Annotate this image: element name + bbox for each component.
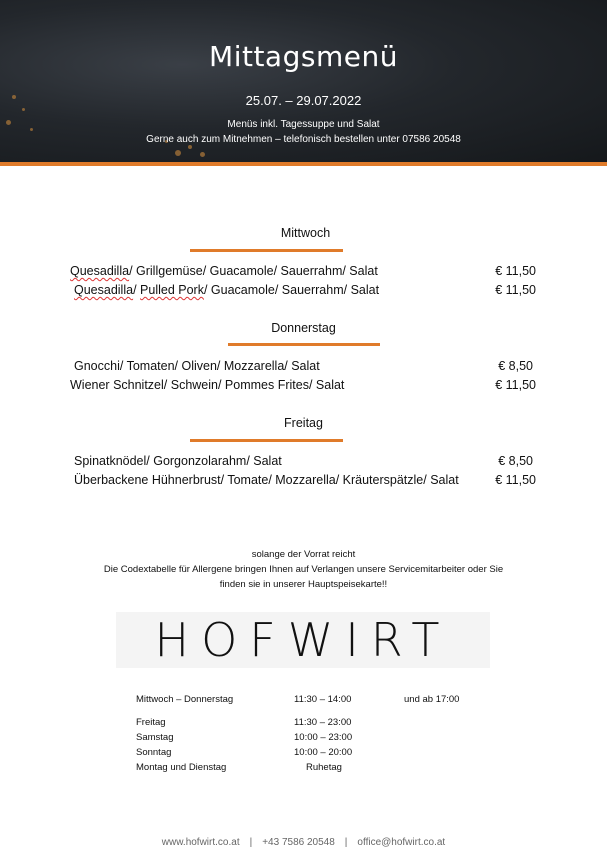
page-title: Mittagsmenü bbox=[209, 40, 398, 73]
hours-day: Samstag bbox=[136, 732, 174, 743]
date-range: 25.07. – 29.07.2022 bbox=[245, 93, 362, 108]
decor-speck bbox=[22, 108, 25, 111]
dish-item: Quesadilla/ Pulled Pork/ Guacamole/ Sauerrahm/ Salat bbox=[74, 283, 380, 297]
hours-day: Montag und Dienstag bbox=[136, 762, 227, 773]
day-divider bbox=[190, 439, 343, 442]
decor-speck bbox=[175, 150, 181, 156]
hours-extra: und ab 17:00 bbox=[404, 694, 460, 705]
subtitle-line: Gerne auch zum Mitnehmen – telefonisch bestellen unter 07586 20548 bbox=[146, 134, 461, 145]
decor-speck bbox=[188, 145, 192, 149]
hours-time: 11:30 – 23:00 bbox=[294, 717, 352, 728]
dish-price: € 11,50 bbox=[495, 473, 536, 487]
day-heading: Mittwoch bbox=[280, 226, 331, 240]
day-divider bbox=[190, 249, 343, 252]
dish-price: € 8,50 bbox=[498, 359, 533, 373]
hofwirt-logo: HOFWIRT bbox=[116, 612, 490, 668]
day-heading: Donnerstag bbox=[271, 321, 336, 335]
dish-item: Spinatknödel/ Gorgonzolarahm/ Salat bbox=[74, 454, 282, 468]
dish-item: Wiener Schnitzel/ Schwein/ Pommes Frites/ Salat bbox=[70, 378, 345, 392]
allergen-note: finden sie in unserer Hauptspeisekarte!! bbox=[219, 579, 388, 590]
decor-speck bbox=[200, 152, 205, 157]
hours-time: 10:00 – 20:00 bbox=[294, 747, 353, 758]
hours-time: 10:00 – 23:00 bbox=[294, 732, 353, 743]
hours-time: 11:30 – 14:00 bbox=[294, 694, 352, 705]
footer-contact: www.hofwirt.co.at | +43 7586 20548 | office@hofwirt.co.at bbox=[161, 837, 446, 848]
header-banner bbox=[0, 0, 607, 162]
dish-price: € 11,50 bbox=[495, 378, 536, 392]
allergen-note: Die Codextabelle für Allergene bringen Ihnen auf Verlangen unsere Servicemitarbeiter oder Sie bbox=[103, 564, 504, 575]
hours-day: Sonntag bbox=[136, 747, 172, 758]
website-link[interactable]: www.hofwirt.co.at bbox=[161, 837, 240, 848]
hours-time: Ruhetag bbox=[306, 762, 342, 773]
header-accent-bar bbox=[0, 162, 607, 166]
day-heading: Freitag bbox=[284, 416, 323, 430]
day-divider bbox=[228, 343, 380, 346]
phone-number[interactable]: +43 7586 20548 bbox=[262, 837, 335, 848]
stock-note: solange der Vorrat reicht bbox=[251, 549, 356, 560]
dish-price: € 11,50 bbox=[495, 283, 536, 297]
dish-item: Gnocchi/ Tomaten/ Oliven/ Mozzarella/ Salat bbox=[74, 359, 320, 373]
subtitle-line: Menüs inkl. Tagessuppe und Salat bbox=[227, 119, 380, 130]
email-link[interactable]: office@hofwirt.co.at bbox=[357, 837, 446, 848]
dish-item: Quesadilla/ Grillgemüse/ Guacamole/ Sauerrahm/ Salat bbox=[70, 264, 378, 278]
hours-day: Freitag bbox=[136, 717, 166, 728]
dish-item: Überbackene Hühnerbrust/ Tomate/ Mozzarella/ Kräuterspätzle/ Salat bbox=[74, 473, 459, 487]
dish-price: € 11,50 bbox=[495, 264, 536, 278]
dish-price: € 8,50 bbox=[498, 454, 533, 468]
hours-day: Mittwoch – Donnerstag bbox=[136, 694, 234, 705]
